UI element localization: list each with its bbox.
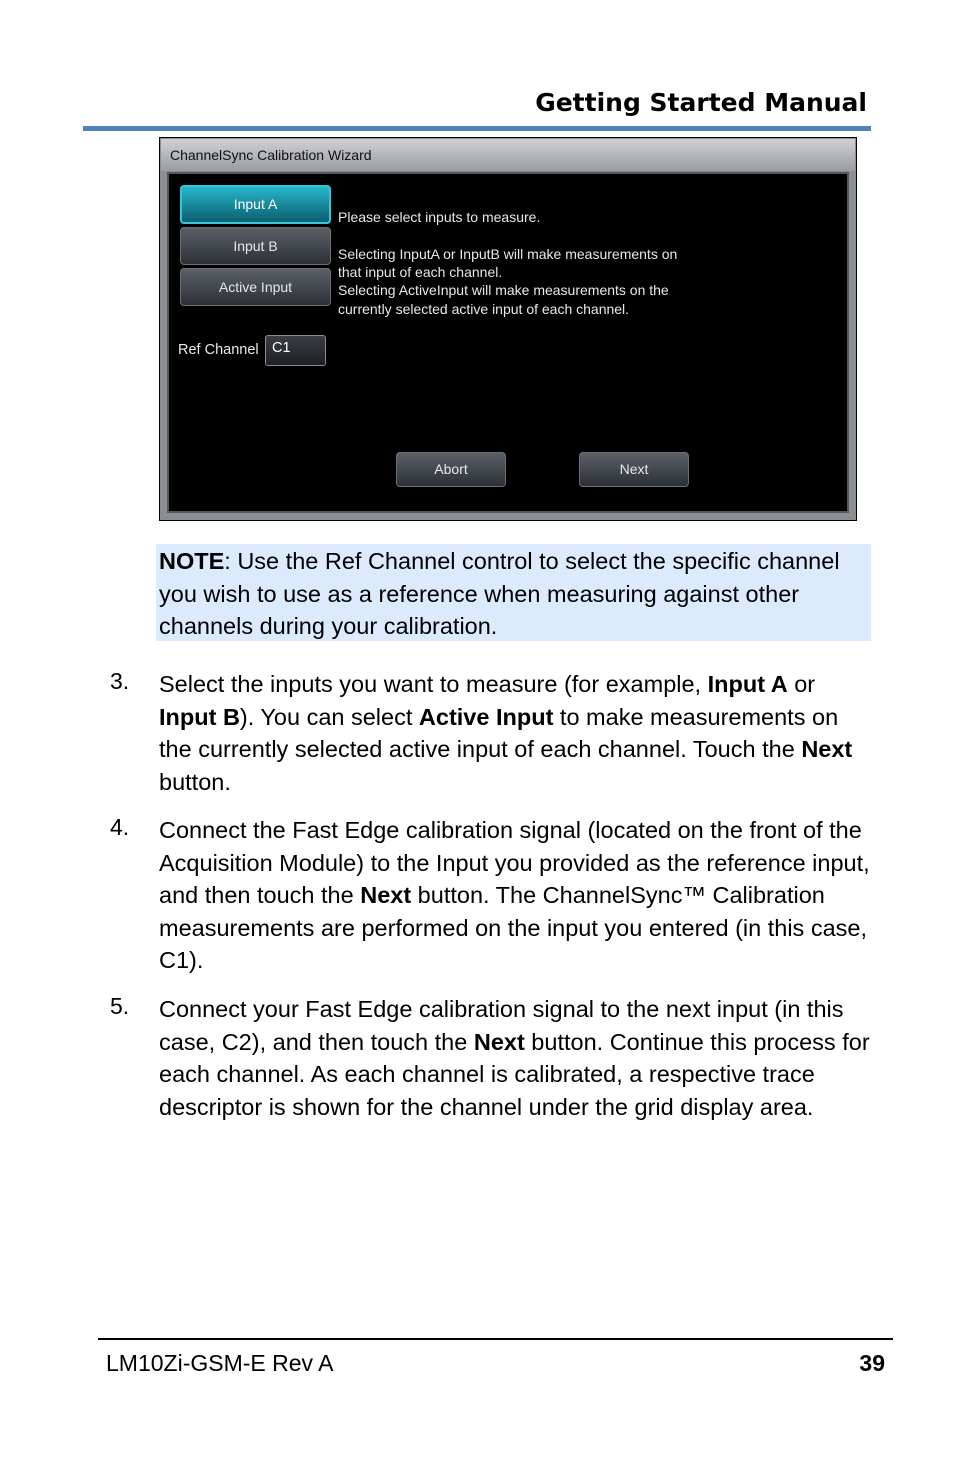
page-number: 39 <box>859 1350 885 1376</box>
header-rule <box>83 126 871 131</box>
footer-doc-id: LM10Zi-GSM-E Rev A <box>106 1350 334 1376</box>
step-text-run: Select the inputs you want to measure (for example, <box>159 671 708 697</box>
next-label: Next <box>619 461 649 477</box>
note-label: NOTE <box>159 548 225 574</box>
note-text: : Use the Ref Channel control to select the specific channel you wish to use as a reference when measuring against other channels during your calibration. <box>159 548 840 639</box>
active-input-label: Active Input <box>218 279 293 295</box>
wizard-title: ChannelSync Calibration Wizard <box>170 147 372 163</box>
wizard-instruction-line: Selecting ActiveInput will make measurements on the <box>338 282 669 298</box>
step-number: 5. <box>110 993 130 1019</box>
wizard-titlebar <box>161 139 855 171</box>
wizard-instruction-line: currently selected active input of each channel. <box>338 301 630 317</box>
input-b-label: Input B <box>233 238 278 254</box>
step-text-run: button. The ChannelSync™ Calibration measurements are performed on the input you entered (in this case, C1). <box>159 882 867 973</box>
wizard-instruction-line: that input of each channel. <box>338 264 503 280</box>
wizard-body <box>167 172 849 513</box>
calibration-wizard-screenshot <box>159 137 857 521</box>
ref-channel-field[interactable]: C1 <box>265 335 326 366</box>
ref-channel-label: Ref Channel <box>178 342 259 358</box>
step-text-run: button. <box>159 768 231 795</box>
step-text <box>159 814 871 977</box>
step-text <box>159 668 871 798</box>
note-box <box>156 544 871 641</box>
abort-button[interactable] <box>396 452 506 487</box>
step-text-run: button. Continue this process for each channel. As each channel is calibrated, a respective trace descriptor is shown for the channel under the grid display area. <box>159 1028 870 1120</box>
step-number: 3. <box>110 668 130 694</box>
step-bold-run: Input B <box>159 703 240 730</box>
input-b-button[interactable] <box>180 227 331 265</box>
input-a-button[interactable] <box>180 185 331 224</box>
step-bold-run: Next <box>473 1028 525 1055</box>
step-text-run: or <box>787 671 816 697</box>
step-bold-run: Next <box>801 736 853 762</box>
wizard-instruction-line: Selecting InputA or InputB will make measurements on <box>338 246 678 262</box>
page-header-title: Getting Started Manual <box>535 88 867 117</box>
step-bold-run: Input A <box>707 671 788 697</box>
active-input-button[interactable] <box>180 268 331 306</box>
footer-rule <box>98 1338 893 1340</box>
step-text-run: to make measurements on the currently selected active input of each channel. Touch the <box>159 703 839 762</box>
step-text <box>159 993 871 1123</box>
step-text-run: Connect your Fast Edge calibration signal to the next input (in this case, C2), and then touch the <box>159 996 844 1055</box>
step-bold-run: Next <box>360 882 412 908</box>
input-a-label: Input A <box>233 196 278 212</box>
step-text-run: Connect the Fast Edge calibration signal (located on the front of the Acquisition Module) to the Input you provided as the reference input, and then touch the <box>159 817 870 908</box>
wizard-instruction-line: Please select inputs to measure. <box>338 209 541 225</box>
step-text-run: ). You can select <box>239 703 419 730</box>
step-number: 4. <box>110 814 130 840</box>
step-bold-run: Active Input <box>418 703 554 730</box>
next-button[interactable] <box>579 452 689 487</box>
abort-label: Abort <box>434 461 468 477</box>
